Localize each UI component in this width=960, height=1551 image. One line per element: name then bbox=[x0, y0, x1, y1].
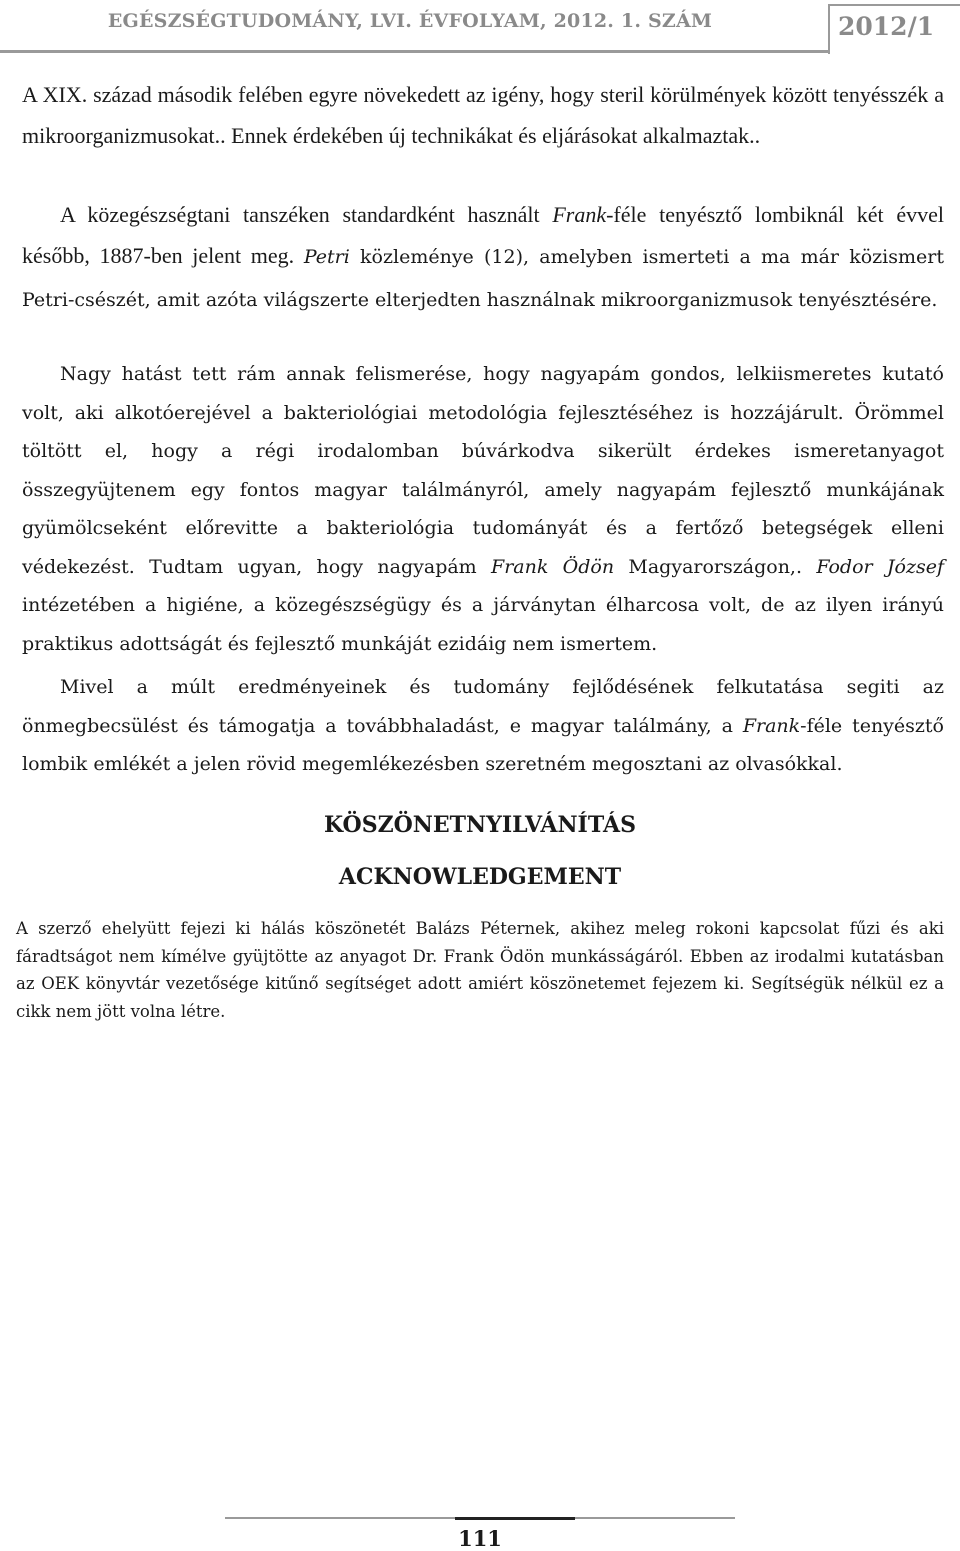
paragraph-3-fodor-jozsef: Fodor József bbox=[816, 555, 944, 578]
heading-hungarian: KÖSZÖNETNYILVÁNÍTÁS bbox=[324, 812, 636, 838]
paragraph-4-text-b: -féle tenyésztő lombik emlékét a jelen rövid megemlékezésben szeretném megosztani az olvasókkal. bbox=[22, 714, 944, 775]
page-header bbox=[0, 0, 960, 58]
header-rule bbox=[0, 50, 828, 53]
journal-title: EGÉSZSÉGTUDOMÁNY, LVI. ÉVFOLYAM, 2012. 1. SZÁM bbox=[107, 10, 713, 32]
paragraph-2-text-b: -féle tenyésztő lombiknál két évvel később, 1887-ben jelent meg. bbox=[22, 202, 944, 268]
paragraph-4 bbox=[22, 668, 944, 784]
paragraph-3-frank-odon: Frank Ödön bbox=[491, 555, 615, 578]
paragraph-4-text-a: Mivel a múlt eredményeinek és tudomány fejlődésének felkutatása segiti az önmegbecsülést és támogatja a továbbhaladást, e magyar találmány, a bbox=[22, 676, 944, 737]
paragraph-2-petri: Petri bbox=[303, 246, 350, 268]
paragraph-2 bbox=[22, 194, 944, 321]
paragraph-2-text-a: A közegészségtani tanszéken standardként használt bbox=[60, 202, 553, 227]
issue-number: 2012/1 bbox=[838, 12, 935, 41]
paragraph-4-frank: Frank bbox=[742, 714, 801, 737]
heading-english: ACKNOWLEDGEMENT bbox=[338, 864, 622, 890]
paragraph-3-text-c: intézetében a higiéne, a közegészségügy és a járványtan élharcosa volt, de az ilyen irányú praktikus adottságát és fejlesztő munkáját ezidáig nem ismertem. bbox=[22, 594, 944, 655]
acknowledgement-text: A szerző ehelyütt fejezi ki hálás köszönetét Balázs Péternek, akihez meleg rokoni kapcsolat fűzi és aki fáradtságot nem kímélve gyüjtötte az anyagot Dr. Frank Ödön munkásságáról. Ebben az irodalmi kutatásban az OEK könyvtár vezetősége kitűnő segítséget adott amiért köszönetemet fejezem ki. Segítségük nélkül ez a cikk nem jött volna létre. bbox=[16, 919, 944, 1021]
page-number: 111 bbox=[458, 1526, 502, 1551]
paragraph-3 bbox=[22, 355, 944, 663]
paragraph-3-text-a: Nagy hatást tett rám annak felismerése, hogy nagyapám gondos, lelkiismeretes kutató volt, aki alkotóerejével a bakteriológiai metodológia fejlesztéséhez is hozzájárult. Örömmel töltött el, hogy a régi irodalomban búvárkodva sikerült érdekes ismeretanyagot összegyüjtenem egy fontos magyar találmányról, amely nagyapám fejlesztő munkájának gyümölcseként előrevitte a bakteriológia tudományát és a fertőző betegségek elleni védekezést. Tudtam ugyan, hogy nagyapám bbox=[22, 363, 944, 578]
footer-rule-accent bbox=[455, 1517, 575, 1520]
header-rule-right bbox=[830, 4, 960, 6]
paragraph-1: A XIX. század második felében egyre növekedett az igény, hogy steril körülmények között tenyésszék a mikroorganizmusokat.. Ennek érdekében új technikákat és eljárásokat alkalmaztak.. bbox=[22, 82, 944, 148]
paragraph-2-text-c: közleménye (12), amelyben ismerteti a ma már közismert Petri-csészét, amit azóta világszerte elterjedten használnak mikroorganizmusok tenyésztésére. bbox=[22, 246, 944, 311]
header-divider-vertical bbox=[828, 4, 830, 54]
paragraph-2-frank: Frank bbox=[552, 202, 607, 227]
paragraph-3-text-b: Magyarországon,. bbox=[614, 555, 817, 578]
